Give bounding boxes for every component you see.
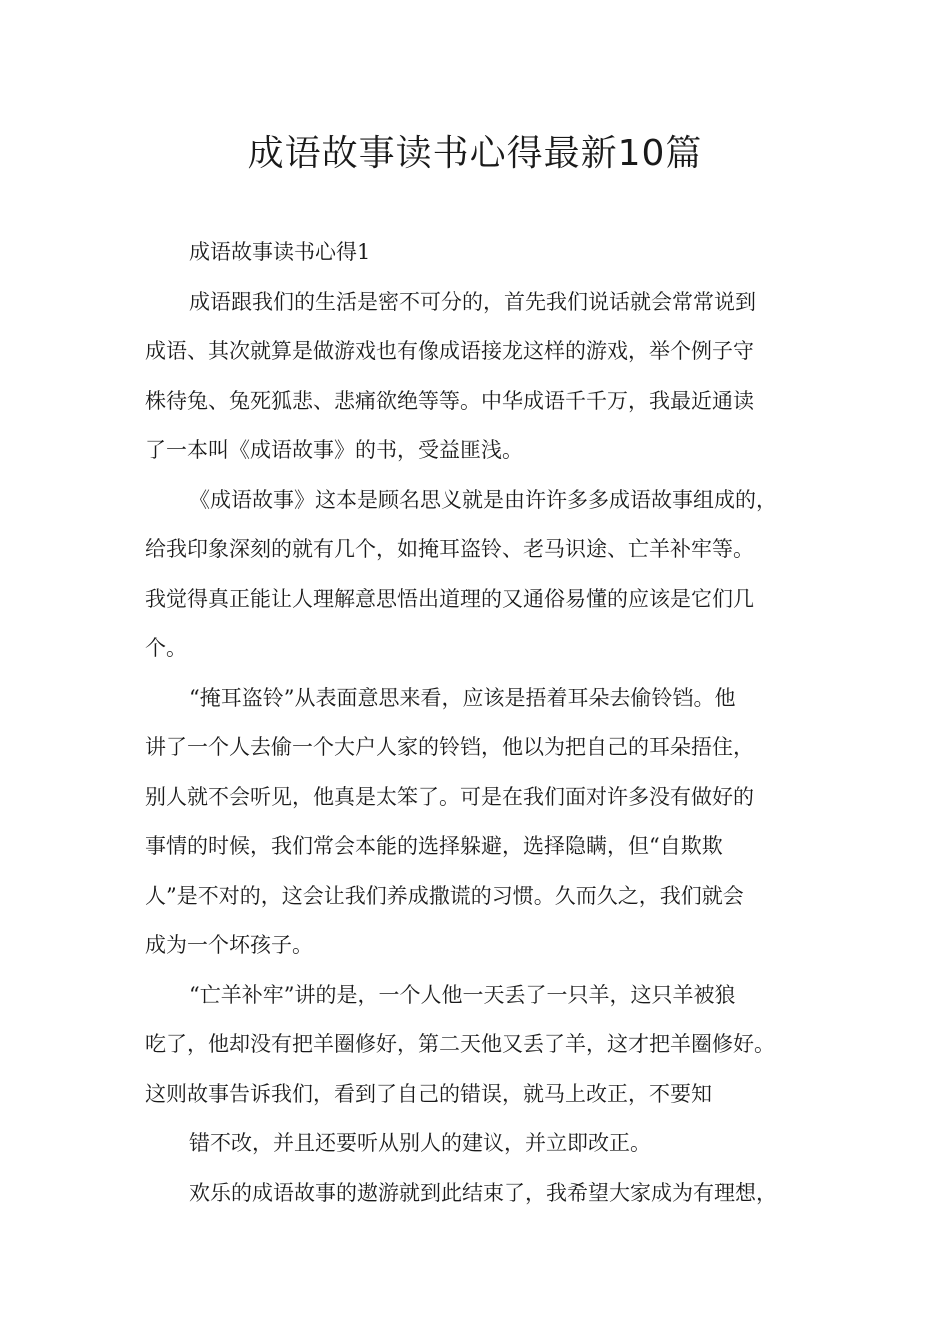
body-line: 讲了一个人去偷一个大户人家的铃铛，他以为把自己的耳朵捂住，	[145, 735, 754, 759]
body-line: 成语、其次就算是做游戏也有像成语接龙这样的游戏，举个例子守	[145, 339, 754, 363]
body-line: 我觉得真正能让人理解意思悟出道理的又通俗易懂的应该是它们几	[145, 586, 754, 611]
body-line: 给我印象深刻的就有几个，如掩耳盗铃、老马识途、亡羊补牢等。	[145, 537, 754, 561]
body-line: “掩耳盗铃”从表面意思来看，应该是捂着耳朵去偷铃铛。他	[189, 685, 736, 710]
body-line: 吃了，他却没有把羊圈修好，第二天他又丢了羊，这才把羊圈修好。	[145, 1032, 775, 1056]
body-line: 了一本叫《成语故事》的书，受益匪浅。	[145, 438, 523, 462]
document-body	[145, 228, 835, 1218]
body-line: 人”是不对的，这会让我们养成撒谎的习惯。久而久之，我们就会	[145, 883, 744, 908]
body-line: 成语跟我们的生活是密不可分的，首先我们说话就会常常说到	[189, 289, 756, 314]
body-line: 别人就不会听见，他真是太笨了。可是在我们面对许多没有做好的	[145, 784, 754, 809]
body-line: 成为一个坏孩子。	[145, 933, 313, 957]
document-title: 成语故事读书心得最新10篇	[247, 133, 703, 174]
body-line: 欢乐的成语故事的遨游就到此结束了，我希望大家成为有理想，	[189, 1180, 777, 1205]
body-line: 错不改，并且还要听从别人的建议，并立即改正。	[189, 1131, 651, 1155]
body-line: 成语故事读书心得1	[189, 240, 371, 264]
body-line: 个。	[145, 636, 187, 660]
body-line: 事情的时候，我们常会本能的选择躲避，选择隐瞒，但“自欺欺	[145, 834, 723, 858]
body-line: 株待兔、兔死狐悲、悲痛欲绝等等。中华成语千千万，我最近通读	[145, 388, 754, 413]
body-line: 《成语故事》这本是顾名思义就是由许许多多成语故事组成的，	[189, 487, 777, 512]
body-line: “亡羊补牢”讲的是，一个人他一天丢了一只羊，这只羊被狼	[189, 982, 736, 1007]
body-line: 这则故事告诉我们，看到了自己的错误，就马上改正，不要知	[145, 1081, 712, 1106]
